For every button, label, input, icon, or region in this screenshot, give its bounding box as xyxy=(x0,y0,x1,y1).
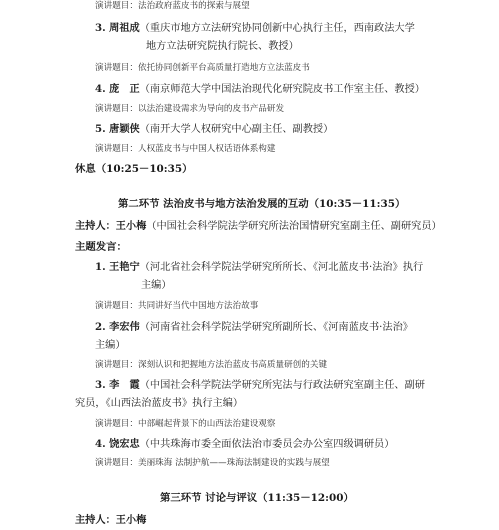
speaker-affiliation: （南京师范大学中国法治现代化研究院皮书工作室主任、教授） xyxy=(139,84,425,95)
talk-title: 演讲题目：中部崛起背景下的山西法治建设观察 xyxy=(95,419,276,429)
session-heading: 第三环节 讨论与评议（11:35－12:00） xyxy=(160,492,354,504)
talk-title: 演讲题目：依托协同创新平台高质量打造地方立法蓝皮书 xyxy=(95,63,310,73)
talk-title: 演讲题目：美丽珠海 法制护航——珠海法制建设的实践与展望 xyxy=(95,458,330,468)
speaker-name: 2. 李宏伟 xyxy=(95,321,140,333)
session-heading: 第二环节 法治皮书与地方法治发展的互动（10:35－11:35） xyxy=(118,198,406,210)
host-name: 主持人：王小梅 xyxy=(75,220,147,232)
speaker-name: 4. 饶宏忠 xyxy=(95,438,140,450)
speaker-affiliation: （南开大学人权研究中心副主任、副教授） xyxy=(139,124,334,135)
speaker-entry xyxy=(95,262,423,273)
speaker-entry xyxy=(95,124,333,135)
talk-title: 演讲题目：法治政府蓝皮书的探索与展望 xyxy=(95,1,250,11)
speaker-affiliation-continued: 主编） xyxy=(141,280,172,291)
speaker-entry xyxy=(95,439,394,450)
speaker-affiliation-continued: 主编） xyxy=(95,340,126,351)
speaker-affiliation: （中共珠海市委全面依法治市委员会办公室四级调研员） xyxy=(139,439,395,450)
speaker-name: 3. 李 霞 xyxy=(95,379,140,391)
speaker-affiliation: （河南省社会科学院法学研究所副所长、《河南蓝皮书·法治》 xyxy=(139,322,413,333)
speaker-name: 3. 周祖成 xyxy=(95,22,140,34)
host-line xyxy=(75,221,442,232)
talk-title: 演讲题目：以法治建设需求为导向的皮书产品研发 xyxy=(95,104,285,114)
keynote-label: 主题发言： xyxy=(75,241,127,253)
talk-title: 演讲题目：共同讲好当代中国地方法治故事 xyxy=(95,301,259,311)
speaker-affiliation-continued: 地方立法研究院执行院长、教授） xyxy=(146,41,299,52)
talk-title: 演讲题目：深刻认识和把握地方法治蓝皮书高质量研创的关键 xyxy=(95,360,328,370)
speaker-name: 1. 王艳宁 xyxy=(95,261,140,273)
speaker-affiliation-continued: 究员，《山西法治蓝皮书》执行主编） xyxy=(75,398,244,409)
speaker-name: 5. 唐颖侠 xyxy=(95,123,140,135)
speaker-entry xyxy=(95,380,425,391)
talk-title: 演讲题目：人权蓝皮书与中国人权话语体系构建 xyxy=(95,144,276,154)
speaker-entry xyxy=(95,322,413,333)
speaker-affiliation: （中国社会科学院法学研究所宪法与行政法研究室副主任、副研 xyxy=(139,380,425,391)
speaker-affiliation: （重庆市地方立法研究协同创新中心执行主任，西南政法大学 xyxy=(139,23,415,34)
break-time: 休息（10:25－10:35） xyxy=(75,163,193,175)
speaker-affiliation: （河北省社会科学院法学研究所所长、《河北蓝皮书·法治》执行 xyxy=(139,262,424,273)
host-name: 主持人：王小梅 xyxy=(75,514,147,526)
speaker-entry xyxy=(95,84,425,95)
speaker-entry xyxy=(95,23,415,34)
host-affiliation: （中国社会科学院法学研究所法治国情研究室副主任、副研究员） xyxy=(146,221,442,232)
speaker-name: 4. 庞 正 xyxy=(95,83,140,95)
host-line xyxy=(75,515,146,526)
